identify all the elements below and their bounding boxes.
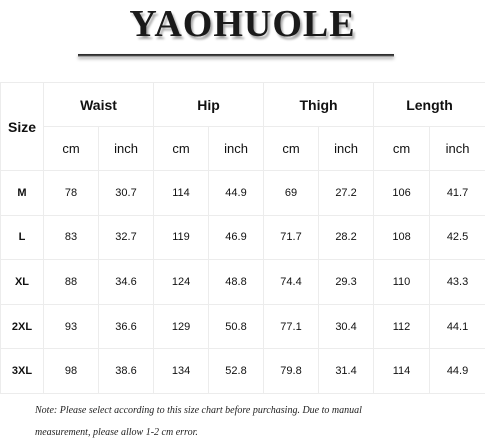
unit-header: cm bbox=[44, 127, 99, 171]
table-cell: 106 bbox=[374, 171, 430, 216]
table-cell: 74.4 bbox=[264, 260, 319, 305]
table-cell: 88 bbox=[44, 260, 99, 305]
size-cell: M bbox=[1, 171, 44, 216]
table-cell: 108 bbox=[374, 215, 430, 260]
table-cell: 129 bbox=[154, 304, 209, 349]
table-cell: 69 bbox=[264, 171, 319, 216]
unit-header: cm bbox=[374, 127, 430, 171]
table-row bbox=[1, 171, 485, 216]
table-cell: 27.2 bbox=[319, 171, 374, 216]
size-cell: 2XL bbox=[1, 304, 44, 349]
table-cell: 46.9 bbox=[209, 215, 264, 260]
table-header-row-groups bbox=[1, 83, 485, 127]
note-line: measurement, please allow 1-2 cm error. bbox=[35, 422, 475, 444]
table-cell: 44.9 bbox=[430, 349, 485, 394]
unit-header: cm bbox=[264, 127, 319, 171]
header-thigh: Thigh bbox=[264, 83, 374, 127]
table-cell: 114 bbox=[374, 349, 430, 394]
table-cell: 30.4 bbox=[319, 304, 374, 349]
table-cell: 43.3 bbox=[430, 260, 485, 305]
table-cell: 77.1 bbox=[264, 304, 319, 349]
table-cell: 29.3 bbox=[319, 260, 374, 305]
table-cell: 114 bbox=[154, 171, 209, 216]
table-cell: 71.7 bbox=[264, 215, 319, 260]
unit-header: cm bbox=[154, 127, 209, 171]
size-cell: L bbox=[1, 215, 44, 260]
table-cell: 124 bbox=[154, 260, 209, 305]
table-cell: 41.7 bbox=[430, 171, 485, 216]
table-cell: 93 bbox=[44, 304, 99, 349]
header-length: Length bbox=[374, 83, 485, 127]
size-column-header: Size bbox=[1, 83, 44, 171]
table-cell: 30.7 bbox=[99, 171, 154, 216]
table-cell: 119 bbox=[154, 215, 209, 260]
table-row bbox=[1, 260, 485, 305]
table-cell: 79.8 bbox=[264, 349, 319, 394]
table-cell: 98 bbox=[44, 349, 99, 394]
table-cell: 38.6 bbox=[99, 349, 154, 394]
table-row bbox=[1, 349, 485, 394]
table-cell: 50.8 bbox=[209, 304, 264, 349]
table-cell: 28.2 bbox=[319, 215, 374, 260]
unit-header: inch bbox=[209, 127, 264, 171]
table-cell: 34.6 bbox=[99, 260, 154, 305]
unit-header: inch bbox=[319, 127, 374, 171]
note-line: Note: Please select according to this size chart before purchasing. Due to manual bbox=[35, 400, 475, 422]
size-cell: 3XL bbox=[1, 349, 44, 394]
unit-header: inch bbox=[99, 127, 154, 171]
table-cell: 52.8 bbox=[209, 349, 264, 394]
brand-logo-text: YAOHUOLE bbox=[129, 2, 355, 46]
header-hip: Hip bbox=[154, 83, 264, 127]
table-cell: 44.9 bbox=[209, 171, 264, 216]
table-cell: 44.1 bbox=[430, 304, 485, 349]
table-row bbox=[1, 304, 485, 349]
table-cell: 112 bbox=[374, 304, 430, 349]
brand-header bbox=[0, 0, 485, 70]
table-cell: 78 bbox=[44, 171, 99, 216]
table-row bbox=[1, 215, 485, 260]
table-cell: 48.8 bbox=[209, 260, 264, 305]
table-cell: 36.6 bbox=[99, 304, 154, 349]
table-cell: 110 bbox=[374, 260, 430, 305]
header-waist: Waist bbox=[44, 83, 154, 127]
measurement-note bbox=[35, 400, 475, 444]
table-header-row-units bbox=[1, 127, 485, 171]
table-cell: 42.5 bbox=[430, 215, 485, 260]
brand-underline bbox=[78, 54, 394, 57]
table-cell: 31.4 bbox=[319, 349, 374, 394]
table-cell: 134 bbox=[154, 349, 209, 394]
size-chart-table bbox=[0, 82, 485, 394]
table-cell: 83 bbox=[44, 215, 99, 260]
size-cell: XL bbox=[1, 260, 44, 305]
unit-header: inch bbox=[430, 127, 485, 171]
table-cell: 32.7 bbox=[99, 215, 154, 260]
